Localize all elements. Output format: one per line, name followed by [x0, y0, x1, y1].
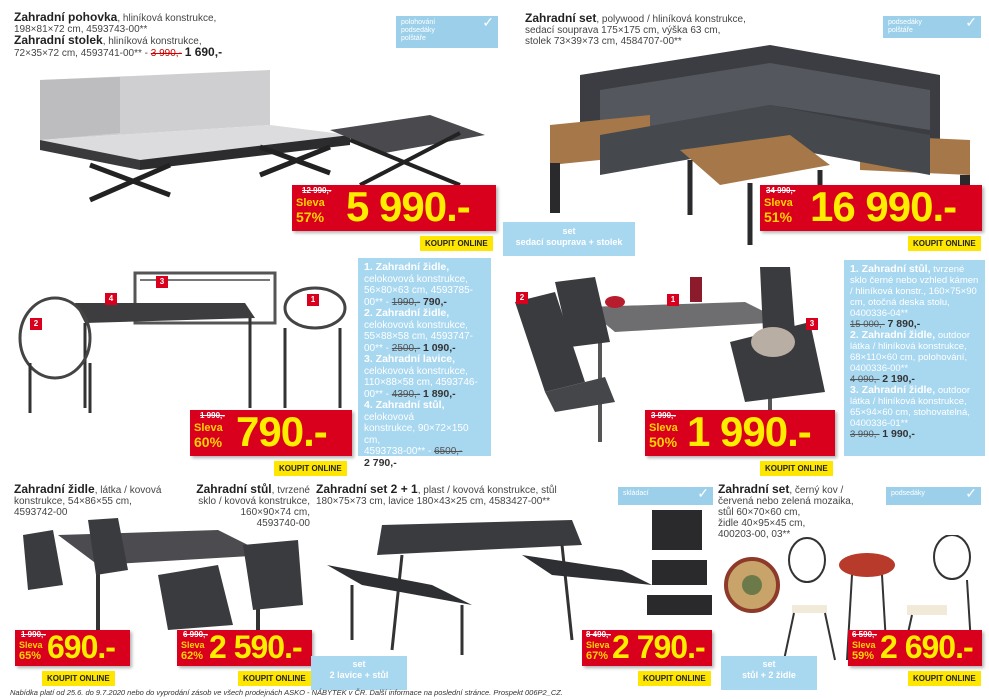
buy-online-button[interactable]: KOUPIT ONLINE [908, 236, 981, 251]
chair-title: Zahradní židle [14, 482, 95, 496]
item-badge: 4 [105, 293, 117, 305]
checkmark-icon: ✓ [697, 485, 709, 501]
mosaic-description: Zahradní set, černý kov / červená nebo zelená mozaika, stůl 60×70×60 cm, židle 40×95×45 cm, 400203-00, 03** [718, 482, 854, 540]
price-box: 6 990,- Sleva 62% 2 590.- [177, 630, 312, 666]
buy-online-button[interactable]: KOUPIT ONLINE [238, 671, 311, 686]
price-box: 1 990,- Sleva 60% 790.- [190, 410, 352, 456]
chair-description: Zahradní židle, látka / kovová konstrukce, 54×86×55 cm, 4593742-00 [14, 482, 162, 518]
item-badge: 2 [30, 318, 42, 330]
item-badge: 3 [806, 318, 818, 330]
feature-tag [618, 487, 713, 505]
lounge-title: Zahradní set [525, 11, 597, 25]
folding-description: Zahradní set 2 + 1, plast / kovová konstrukce, stůl 180×75×73 cm, lavice 180×43×25 cm, 4583427-00** [316, 482, 557, 507]
price-box: 8 490,- Sleva 67% 2 790.- [582, 630, 712, 666]
steel-set-image [15, 268, 355, 418]
price-box: 3 990,- Sleva 50% 1 990.- [645, 410, 835, 456]
price-box: 1 990,- Sleva 65% 690.- [15, 630, 130, 666]
buy-online-button[interactable]: KOUPIT ONLINE [42, 671, 115, 686]
set-label: set stůl + 2 židle [721, 656, 817, 690]
tag-text: podsedáky [891, 490, 925, 497]
price-box: 6 590,- Sleva 59% 2 690.- [848, 630, 982, 666]
buy-online-button[interactable]: KOUPIT ONLINE [420, 236, 493, 251]
table-description: Zahradní stůl, tvrzené sklo / kovová konstrukce, 160×90×74 cm, 4593740-00 [196, 482, 310, 529]
set-label: set 2 lavice + stůl [311, 656, 407, 690]
steel-price: 790.- [236, 408, 327, 455]
buy-online-button[interactable]: KOUPIT ONLINE [908, 671, 981, 686]
list-item: 2. Zahradní židle, outdoor látka / hliníková konstrukce, 68×110×60 cm, polohování, 0400336-00** 4 090,- 2 190,- [850, 329, 971, 385]
set-label: set sedací souprava + stolek [503, 222, 635, 256]
feature-tag [396, 16, 498, 48]
buy-online-button[interactable]: KOUPIT ONLINE [274, 461, 347, 476]
chair-price: 690.- [47, 629, 115, 665]
list-item: 3. Zahradní židle, outdoor látka / hliníková konstrukce, 65×94×60 cm, stohovatelná, 0400336-01** 3 990,- 1 990,- [850, 384, 971, 440]
list-item: 4. Zahradní stůl, celokovová konstrukce, 90×72×150 cm, 4593738-00** - 6500,- 2 790,- [364, 399, 469, 469]
list-item: 3. Zahradní lavice, celokovová konstrukce, 110×88×58 cm, 4593746- 00** - 4390,- 1 890,- [364, 353, 478, 400]
dining-price: 1 990.- [687, 408, 811, 455]
folding-title: Zahradní set 2 + 1 [316, 482, 418, 496]
lounge-price: 16 990.- [810, 183, 957, 230]
steel-item-list [358, 258, 491, 469]
price-box: 34 990,- Sleva 51% 16 990.- [760, 185, 982, 231]
feature-tag [886, 487, 981, 505]
list-item: 1. Zahradní stůl, tvrzené sklo černé nebo vzhled kámen / hliníková konstr., 160×75×90 cm, otočná deska stolu, 0400336-04** 15 000,- 7 890,- [850, 263, 979, 330]
buy-online-button[interactable]: KOUPIT ONLINE [760, 461, 833, 476]
dining-item-list [844, 260, 985, 456]
tag-text: skládací [623, 490, 649, 497]
table-price: 2 590.- [209, 629, 302, 665]
mosaic-price: 2 690.- [880, 629, 973, 665]
price-box: 12 990,- Sleva 57% 5 990.- [292, 185, 496, 231]
item-badge: 1 [307, 294, 319, 306]
footer-disclaimer: Nabídka platí od 25.6. do 9.7.2020 nebo do vyprodání zásob ve všech prodejnách ASKO - NÁBYTEK v ČR. Další informace na poslední stránce. Prospekt 006P2_CZ. [10, 688, 563, 697]
tag-text: podsedáky polštáře [888, 19, 922, 34]
table-title: Zahradní stůl [196, 482, 272, 496]
item-badge: 2 [516, 292, 528, 304]
sofa-price: 5 990.- [346, 183, 470, 230]
checkmark-icon: ✓ [965, 485, 977, 501]
lounge-description: Zahradní set, polywood / hliníková konstrukce, sedací souprava 175×175 cm, výška 63 cm, stolek 73×39×73 cm, 4584707-00** [525, 11, 746, 47]
sofa-title: Zahradní pohovka [14, 10, 118, 24]
folding-price: 2 790.- [612, 629, 705, 665]
item-badge: 3 [156, 276, 168, 288]
mosaic-title: Zahradní set [718, 482, 790, 496]
checkmark-icon: ✓ [482, 14, 494, 30]
item-badge: 1 [667, 294, 679, 306]
buy-online-button[interactable]: KOUPIT ONLINE [638, 671, 711, 686]
list-item: 1. Zahradní židle, celokovová konstrukce, 56×80×63 cm, 4593785- 00** - 1990,- 790,- [364, 261, 473, 308]
coffee-table-title: Zahradní stolek [14, 33, 103, 47]
tag-text: polohování podsedáky polštáře [401, 19, 436, 42]
list-item: 2. Zahradní židle, celokovová konstrukce, 55×88×58 cm, 4593747- 00** - 2500,- 1 090,- [364, 307, 473, 354]
sofa-description: Zahradní pohovka, hliníková konstrukce, 198×81×72 cm, 4593743-00** Zahradní stolek, hliníková konstrukce, 72×35×72 cm, 4593741-00** - 3 990,- 1 690,- [14, 10, 223, 59]
checkmark-icon: ✓ [965, 14, 977, 30]
